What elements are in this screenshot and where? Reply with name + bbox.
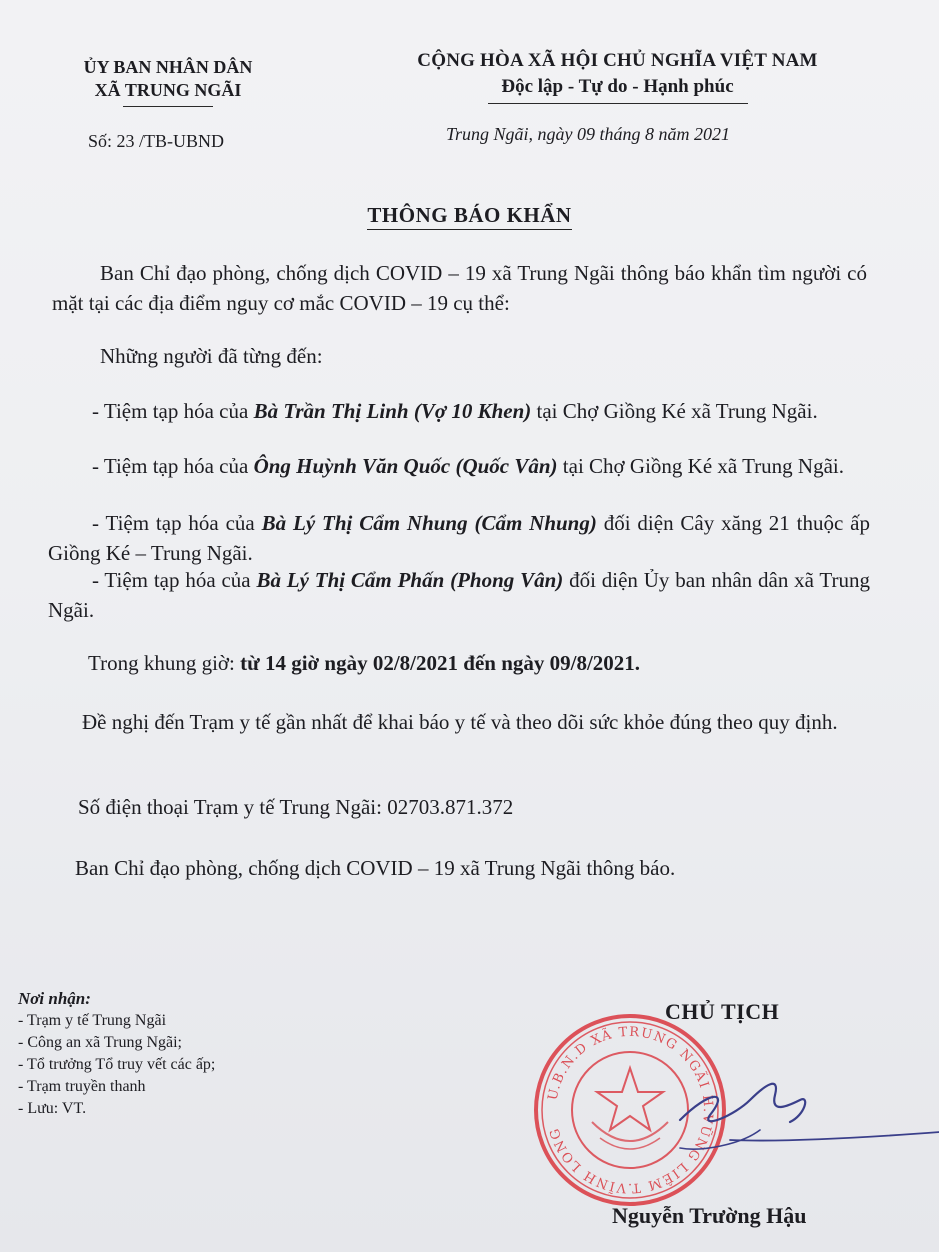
location-owner: Bà Lý Thị Cẩm Nhung (Cẩm Nhung) xyxy=(261,511,597,535)
location-item xyxy=(48,396,870,426)
location-place: đối diện Ủy ban nhân dân xã Trung Ngãi. xyxy=(48,568,870,622)
closing-line: Ban Chỉ đạo phòng, chống dịch COVID – 19 xã Trung Ngãi thông báo. xyxy=(75,856,676,880)
location-item xyxy=(48,565,870,625)
place-and-date: Trung Ngãi, ngày 09 tháng 8 năm 2021 xyxy=(446,124,731,144)
org-line-2: XÃ TRUNG NGÃI xyxy=(94,80,242,100)
document-number: Số: 23 /TB-UBND xyxy=(88,131,225,151)
national-heading xyxy=(375,48,860,104)
timeframe-lead: Trong khung giờ: xyxy=(88,651,241,675)
org-underline xyxy=(123,106,213,107)
signer-position: CHỦ TỊCH xyxy=(665,999,780,1024)
location-place: tại Chợ Giồng Ké xã Trung Ngãi. xyxy=(557,454,844,478)
motto-underline xyxy=(488,103,748,104)
intro-paragraph: Ban Chỉ đạo phòng, chống dịch COVID – 19 xã Trung Ngãi thông báo khẩn tìm người có mặt tại các địa điểm nguy cơ mắc COVID – 19 cụ thể: xyxy=(52,261,867,315)
location-place: đối diện Cây xăng 21 thuộc ấp Giồng Ké – Trung Ngãi. xyxy=(48,511,870,565)
location-prefix: - Tiệm tạp hóa của xyxy=(92,454,254,478)
recipients-block xyxy=(18,988,215,1120)
recipient-item: - Tổ trưởng Tổ truy vết các ấp; xyxy=(18,1056,216,1073)
location-owner: Bà Trần Thị Linh (Vợ 10 Khen) xyxy=(253,399,532,423)
location-prefix: - Tiệm tạp hóa của xyxy=(92,399,254,423)
handwritten-signature xyxy=(640,1060,939,1170)
location-prefix: - Tiệm tạp hóa của xyxy=(92,568,257,592)
phone-line: Số điện thoại Trạm y tế Trung Ngãi: 02703.871.372 xyxy=(78,795,514,819)
location-owner: Ông Huỳnh Văn Quốc (Quốc Vân) xyxy=(253,454,558,478)
recipient-item: - Công an xã Trung Ngãi; xyxy=(18,1034,182,1051)
issuing-organization xyxy=(58,56,278,107)
location-place: tại Chợ Giồng Ké xã Trung Ngãi. xyxy=(531,399,818,423)
location-prefix: - Tiệm tạp hóa của xyxy=(92,511,262,535)
org-line-1: ỦY BAN NHÂN DÂN xyxy=(83,57,253,77)
timeframe-value: từ 14 giờ ngày 02/8/2021 đến ngày 09/8/2021. xyxy=(240,651,641,675)
nation-title: CỘNG HÒA XÃ HỘI CHỦ NGHĨA VIỆT NAM xyxy=(417,50,818,71)
motto: Độc lập - Tự do - Hạnh phúc xyxy=(501,76,734,97)
signer-name: Nguyễn Trường Hậu xyxy=(612,1203,807,1228)
location-owner: Bà Lý Thị Cẩm Phấn (Phong Vân) xyxy=(256,568,564,592)
recipient-item: - Trạm truyền thanh xyxy=(18,1078,146,1095)
svg-text:U.B.N.D XÃ TRUNG NGÃI H.VŨNG: U.B.N.D XÃ TRUNG NGÃI H.VŨNG LIÊM T.VĨNH LONG xyxy=(545,1024,716,1196)
request-paragraph: Đề nghị đến Trạm y tế gần nhất để khai báo y tế và theo dõi sức khỏe đúng theo quy định. xyxy=(82,710,838,734)
timeframe-line xyxy=(88,648,640,678)
recipient-item: - Lưu: VT. xyxy=(18,1100,87,1117)
location-item xyxy=(48,508,870,568)
location-item xyxy=(48,451,870,481)
document-title xyxy=(0,203,939,228)
visitors-lead: Những người đã từng đến: xyxy=(100,344,323,368)
recipients-label: Nơi nhận: xyxy=(18,989,91,1008)
document-title-text: THÔNG BÁO KHẨN xyxy=(367,203,571,230)
recipient-item: - Trạm y tế Trung Ngãi xyxy=(18,1012,167,1029)
